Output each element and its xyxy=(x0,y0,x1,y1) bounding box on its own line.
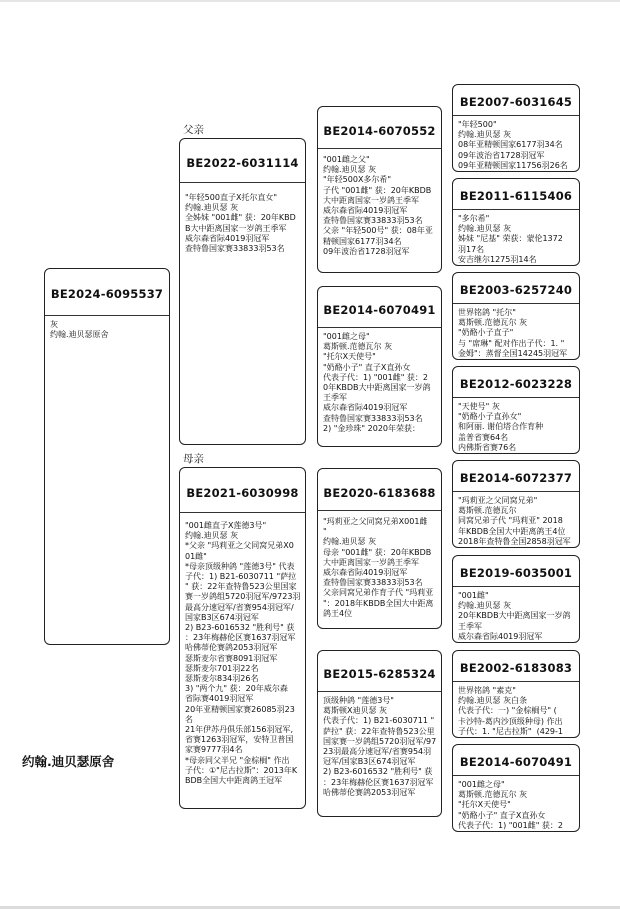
pedigree-card-dsd xyxy=(452,555,580,643)
pedigree-details: 顶级种鸽 "莲德3号" 葛斯顿X迪贝瑟 灰 代表子代：1) B21-6030711 " 萨拉" 获：22年查特鲁523公里 国家赛一岁鸽组5720羽冠军/97 23羽最高分速冠军/省赛954羽 冠军/国家B3区674羽冠军 2) B23-6016532 "胜利号" 获 ：23年梅赫伦区赛1637羽冠军 哈佛蒂伦赛鸽2053羽冠军 xyxy=(323,696,437,797)
ring-number: BE2011-6115406 xyxy=(459,189,573,203)
pedigree-card-subject xyxy=(44,268,170,645)
ring-number: BE2002-6183083 xyxy=(459,661,573,675)
pedigree-details: 灰 约翰.迪贝瑟原舍 xyxy=(50,320,109,340)
pedigree-card-sds xyxy=(452,272,580,360)
pedigree-details: "天使号" 灰 "奶酪小子直孙女" 和阿丽. 谢伯塔合作育种 盖普省赛64名 内佛斯省赛76名 xyxy=(458,402,544,452)
ring-number: BE2003-6257240 xyxy=(459,283,573,297)
pedigree-details: "玛莉亚之父同窝兄弟" 葛斯顿.范德瓦尔 同窝兄弟子代 "玛莉亚" 2018 年KBDB全国大中距离鸽王4位 2018年查特鲁全国2858羽冠军 xyxy=(458,496,571,546)
ring-number: BE2014-6070491 xyxy=(459,755,573,769)
ring-number: BE2024-6095537 xyxy=(50,287,164,301)
pedigree-card-sire xyxy=(179,138,306,445)
pedigree-card-dam xyxy=(179,467,306,809)
pedigree-details: "玛莉亚之父同窝兄弟X001雌 " 约翰.迪贝瑟 灰 母亲 "001雌" 获：20年KBDB 大中距离国家一岁鸽王季军 威尔森省际4019羽冠军 查特鲁国家赛33833羽53名 父亲同窝兄弟作育子代 "玛莉亚 "：2018年KBDB全国大中距离 鸽王4位 xyxy=(323,517,434,618)
ring-number: BE2020-6183688 xyxy=(323,486,436,500)
pedigree-card-dam-sire xyxy=(317,468,442,629)
pedigree-details: "年轻500直子X托尔直女" 约翰.迪贝瑟 灰 全姊妹 "001雌" 获：20年KBD B大中距离国家一岁鸽王季军 威尔森省际4019羽冠军 查特鲁国家赛33833羽53名 xyxy=(185,193,296,254)
ring-number: BE2022-6031114 xyxy=(186,156,299,170)
pedigree-details: "001雌之母" 葛斯顿.范德瓦尔 灰 "托尔X天使号" "奶酪小子" 直子X直孙女 代表子代：1) "001雌" 获：2 xyxy=(458,780,564,830)
pedigree-card-dds xyxy=(452,650,580,738)
pedigree-card-sire-dam xyxy=(317,286,442,447)
pedigree-details: "001雌直子X莲德3号" 约翰.迪贝瑟 灰 *父亲 "玛莉亚之父同窝兄弟X0 01雌" *母亲顶级种鸽 "莲德3号" 代表 子代：1) B21-6030711 "萨拉 " 获：22年查特鲁523公里国家 赛一岁鸽组5720羽冠军/9723羽 最高分速冠军/省赛954羽冠军/ 国家B3区674羽冠军 2) B23-6016532 "胜利号" 获 ：23年梅赫伦区赛1637羽冠军 哈佛蒂伦赛鸽2053羽冠军 瑟斯麦尔省赛8091羽冠军 瑟斯麦尔701羽22名 瑟斯麦尔834羽26名 3) "两个九" 获：20年威尔森 省际赛4019羽冠军 20年亚精顿国家赛26085羽23 名 21年伊苏丹俱乐部156羽冠军, 省赛1263羽冠军，安特卫普国 家赛9777羽4名 *母亲同父半兄 "金棕榈" 作出 子代：①"尼古拉斯"：2013年K BDB全国大中距离鸽王冠军 xyxy=(185,521,301,786)
pedigree-details: "001雌之父" 约翰.迪贝瑟 灰 "年轻500X多尔希" 子代 "001雌" 获：20年KBDB 大中距离国家一岁鸽王季军 威尔森省际4019羽冠军 查特鲁国家赛33833羽53名 父亲 "年轻500号" 获：08年亚 精顿国家6177羽34名 09年波治省1728羽冠军 xyxy=(323,155,433,256)
pedigree-card-ddd xyxy=(452,744,580,832)
scan-edge-top xyxy=(0,0,620,2)
ring-number: BE2007-6031645 xyxy=(459,95,573,109)
pedigree-details: 世界铭鸽 "托尔" 葛斯顿.范德瓦尔 灰 "奶酪小子直子" 与 "席琳" 配对作出子代：1. " 金姆"：蒸督全国14245羽冠军 xyxy=(458,308,568,358)
ring-number: BE2014-6072377 xyxy=(459,471,573,485)
pedigree-card-sdd xyxy=(452,366,580,454)
pedigree-card-dss xyxy=(452,460,580,548)
pedigree-details: "001雌之母" 葛斯顿.范德瓦尔 灰 "托尔X天使号" "奶酪小子" 直子X直孙女 代表子代：1) "001雌" 获：2 0年KBDB大中距离国家一岁鸽 王季军 威尔森省际4019羽冠军 查特鲁国家赛33833羽53名 2) "金珍珠" 2020年荣获： xyxy=(323,332,431,433)
ring-number: BE2019-6035001 xyxy=(459,566,573,580)
ring-number: BE2021-6030998 xyxy=(186,486,299,500)
pedigree-details: "年轻500" 约翰.迪贝瑟 灰 08年亚精顿国家6177羽34名 09年波治省1728羽冠军 09年亚精顿国家11756羽26名 xyxy=(458,120,568,170)
pedigree-card-sire-sire xyxy=(317,106,442,273)
ring-number: BE2014-6070491 xyxy=(323,303,436,317)
pedigree-details: "001雌" 约翰.迪贝瑟 灰 20年KBDB大中距离国家一岁鸽 王季军 威尔森省际4019羽冠军 xyxy=(458,591,571,641)
sire-label: 父亲 xyxy=(183,124,204,136)
pedigree-card-dam-dam xyxy=(317,650,442,817)
scan-edge-bottom xyxy=(0,906,620,909)
pedigree-details: "多尔希" 约翰.迪贝瑟 灰 姊妹 "尼基" 荣获：蒙伦1372 羽17名 安吉继尔1275羽14名 xyxy=(458,214,563,264)
ring-number: BE2015-6285324 xyxy=(323,667,436,681)
ring-number: BE2014-6070552 xyxy=(323,124,436,138)
pedigree-details: 世界铭鸽 "素克" 约翰.迪贝瑟 灰白条 代表子代：一) "金棕榈号" ( 卡沙特-葛内沙顶级种母) 作出 子代：1. "尼古拉斯" (429-1 xyxy=(458,686,563,736)
ring-number: BE2012-6023228 xyxy=(459,377,573,391)
dam-label: 母亲 xyxy=(183,453,204,465)
pedigree-card-sss xyxy=(452,84,580,172)
owner-name: 约翰.迪贝瑟原舍 xyxy=(22,754,115,769)
pedigree-card-ssd xyxy=(452,178,580,266)
